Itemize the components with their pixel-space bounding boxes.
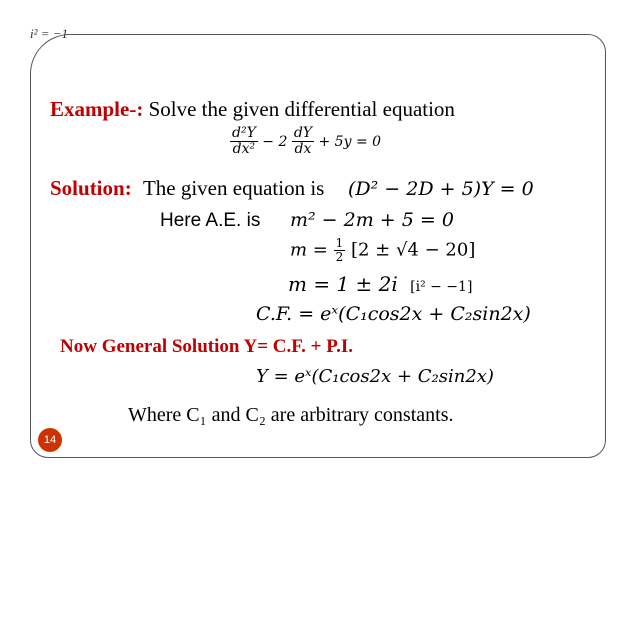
fraction-dy-dx: $\frac{dY}{dx}$ bbox=[293, 125, 313, 158]
example-label: Example-: bbox=[50, 97, 144, 121]
solution-line bbox=[50, 176, 324, 201]
differential-equation: $\frac{\text{d²Y}}{\text{dx²}}$ − 2 $\frac{dY}{dx}$ + 5y = 0 bbox=[232, 125, 382, 158]
roots-result: m = 1 ± 2i [i² − −1] bbox=[288, 272, 473, 296]
complementary-function: C.F. = eˣ(C₁cos2x + C₂sin2x) bbox=[256, 303, 531, 325]
fraction-d2y-dx2: $\frac{\text{d²Y}}{\text{dx²}}$ bbox=[232, 125, 256, 158]
closing-text: Where C₁ and C₂ are arbitrary constants. bbox=[128, 404, 454, 426]
solution-equation: (D² − 2D + 5)Y = 0 bbox=[348, 178, 534, 200]
solution-text: The given equation is bbox=[142, 176, 325, 200]
ae-label: Here A.E. is bbox=[160, 210, 261, 231]
example-text: Solve the given differential equation bbox=[148, 97, 455, 121]
page-number-badge: 14 bbox=[38, 428, 62, 452]
corner-note: i² = −1 bbox=[30, 26, 69, 41]
solution-label: Solution: bbox=[50, 176, 132, 200]
example-line bbox=[50, 97, 455, 122]
roots-formula: m = $\frac{1}{2}$ [2 ± √4 − 20] bbox=[290, 236, 476, 265]
ae-equation: m² − 2m + 5 = 0 bbox=[290, 209, 454, 231]
fraction-half: $\frac{1}{2}$ bbox=[335, 236, 344, 265]
general-solution-equation: Y = eˣ(C₁cos2x + C₂sin2x) bbox=[256, 366, 494, 387]
general-solution-title: Now General Solution Y= C.F. + P.I. bbox=[60, 336, 353, 357]
